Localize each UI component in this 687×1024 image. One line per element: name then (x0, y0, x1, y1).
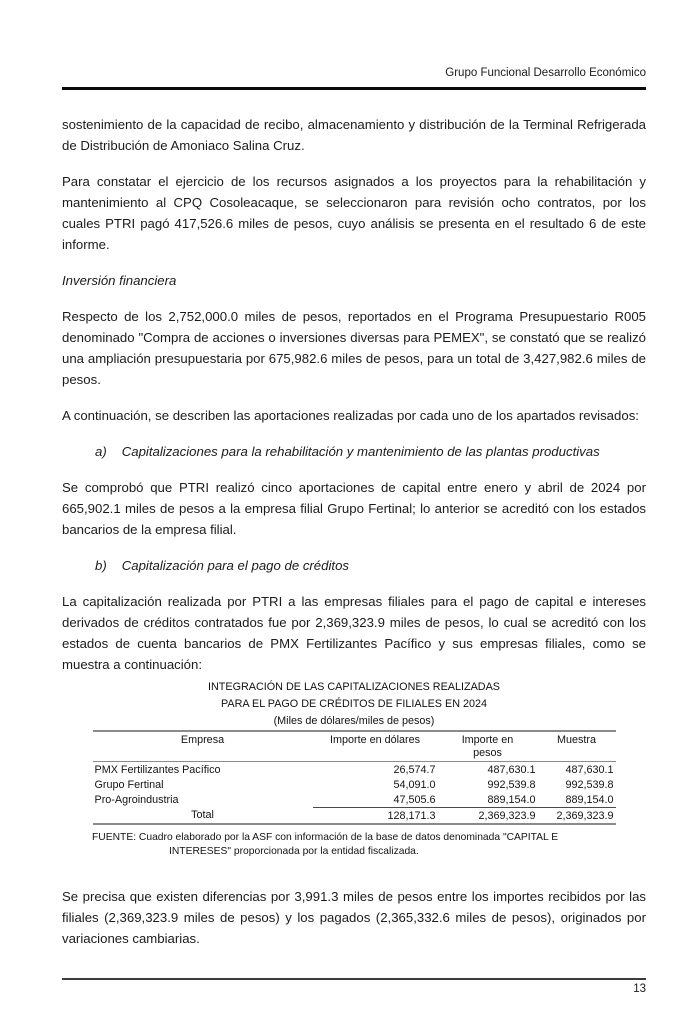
table-units-line: (Miles de dólares/miles de pesos) (273, 715, 435, 727)
cell-total-muestra: 2,369,323.9 (538, 808, 616, 825)
cell-dolares: 47,505.6 (393, 793, 436, 806)
cell-total-label: Total (93, 808, 313, 825)
cell-total-pesos: 2,369,323.9 (438, 808, 538, 825)
capitalizations-table (93, 730, 616, 825)
capitalizations-table-block (62, 679, 646, 858)
list-item-b-text: Capitalización para el pago de créditos (121, 558, 349, 573)
cell-pesos: 992,539.8 (487, 778, 536, 791)
cell-muestra: 889,154.0 (565, 793, 614, 806)
cell-total-dolares: 128,171.3 (313, 808, 438, 825)
list-item-a-marker: a) (95, 444, 107, 459)
paragraph-se-comprobo: Se comprobó que PTRI realizó cinco aportaciones de capital entre enero y abril de 2024 por 665,902.1 miles de pesos a la empresa filial Grupo Fertinal; lo anterior se acreditó con los estados bancarios de la empresa filial. (62, 480, 646, 537)
cell-muestra: 992,539.8 (565, 778, 614, 791)
page-header (62, 0, 646, 80)
table-source-note: FUENTE: Cuadro elaborado por la ASF con información de la base de datos denominada "CAPITAL E INTERESES" proporcionada por la entidad fiscalizada. (92, 832, 559, 857)
table-header-row (93, 731, 616, 762)
cell-muestra: 487,630.1 (565, 763, 614, 776)
heading-inversion-financiera: Inversión financiera (62, 273, 177, 288)
cell-dolares: 54,091.0 (393, 778, 436, 791)
list-item-b-marker: b) (95, 558, 107, 573)
column-header-muestra: Muestra (538, 731, 616, 762)
cell-dolares: 26,574.7 (393, 763, 436, 776)
cell-empresa: Grupo Fertinal (94, 778, 164, 791)
cell-empresa: Pro-Agroindustria (94, 793, 179, 806)
paragraph-respecto: Respecto de los 2,752,000.0 miles de pesos, reportados en el Programa Presupuestario R005 denominado "Compra de acciones o inversiones diversas para PEMEX", se constató que se realizó una ampliación presupuestaria por 675,982.6 miles de pesos, para un total de 3,427,982.6 miles de pesos. (62, 309, 646, 387)
paragraph-se-precisa: Se precisa que existen diferencias por 3,991.3 miles de pesos entre los importes recibidos por las filiales (2,369,323.9 miles de pesos) y los pagados (2,365,332.6 miles de pesos), originados por variaciones cambiarias. (62, 889, 646, 946)
header-rule (62, 87, 646, 90)
paragraph-a-continuacion: A continuación, se describen las aportaciones realizadas por cada uno de los apartados revisados: (62, 408, 639, 423)
column-header-empresa: Empresa (93, 731, 313, 762)
page-footer (62, 978, 646, 995)
list-item-a (95, 441, 646, 462)
cell-empresa: PMX Fertilizantes Pacífico (94, 763, 221, 776)
table-row (93, 792, 616, 808)
list-item-a-text: Capitalizaciones para la rehabilitación y mantenimiento de las plantas productivas (121, 444, 600, 459)
header-group-label: Grupo Funcional Desarrollo Económico (445, 67, 646, 79)
cell-pesos: 889,154.0 (487, 793, 536, 806)
column-header-importe-dolares: Importe en dólares (313, 731, 438, 762)
table-total-row (93, 808, 616, 825)
cell-pesos: 487,630.1 (487, 763, 536, 776)
table-row (93, 777, 616, 792)
paragraph-para-constatar: Para constatar el ejercicio de los recursos asignados a los proyectos para la rehabilitación y mantenimiento al CPQ Cosoleacaque, se seleccionaron para revisión ocho contratos, por los cuales PTRI pagó 417,526.6 miles de pesos, cuyo análisis se presenta en el resultado 6 de este informe. (62, 174, 646, 252)
table-title-line2: PARA EL PAGO DE CRÉDITOS DE FILIALES EN 2024 (220, 698, 488, 710)
table-row (93, 762, 616, 778)
paragraph-sostenimiento: sostenimiento de la capacidad de recibo, almacenamiento y distribución de la Terminal Refrigerada de Distribución de Amoniaco Salina Cruz. (62, 117, 646, 153)
table-title-line1: INTEGRACIÓN DE LAS CAPITALIZACIONES REALIZADAS (208, 681, 500, 693)
page-number: 13 (633, 983, 646, 995)
paragraph-la-capitalizacion: La capitalización realizada por PTRI a las empresas filiales para el pago de capital e intereses derivados de créditos contratados fue por 2,369,323.9 miles de pesos, lo cual se acreditó con los estados de cuenta bancarios de PMX Fertilizantes Pacífico y sus empresas filiales, como se muestra a continuación: (62, 594, 646, 672)
list-item-b (95, 555, 646, 576)
column-header-importe-pesos: Importe en pesos (438, 731, 538, 762)
